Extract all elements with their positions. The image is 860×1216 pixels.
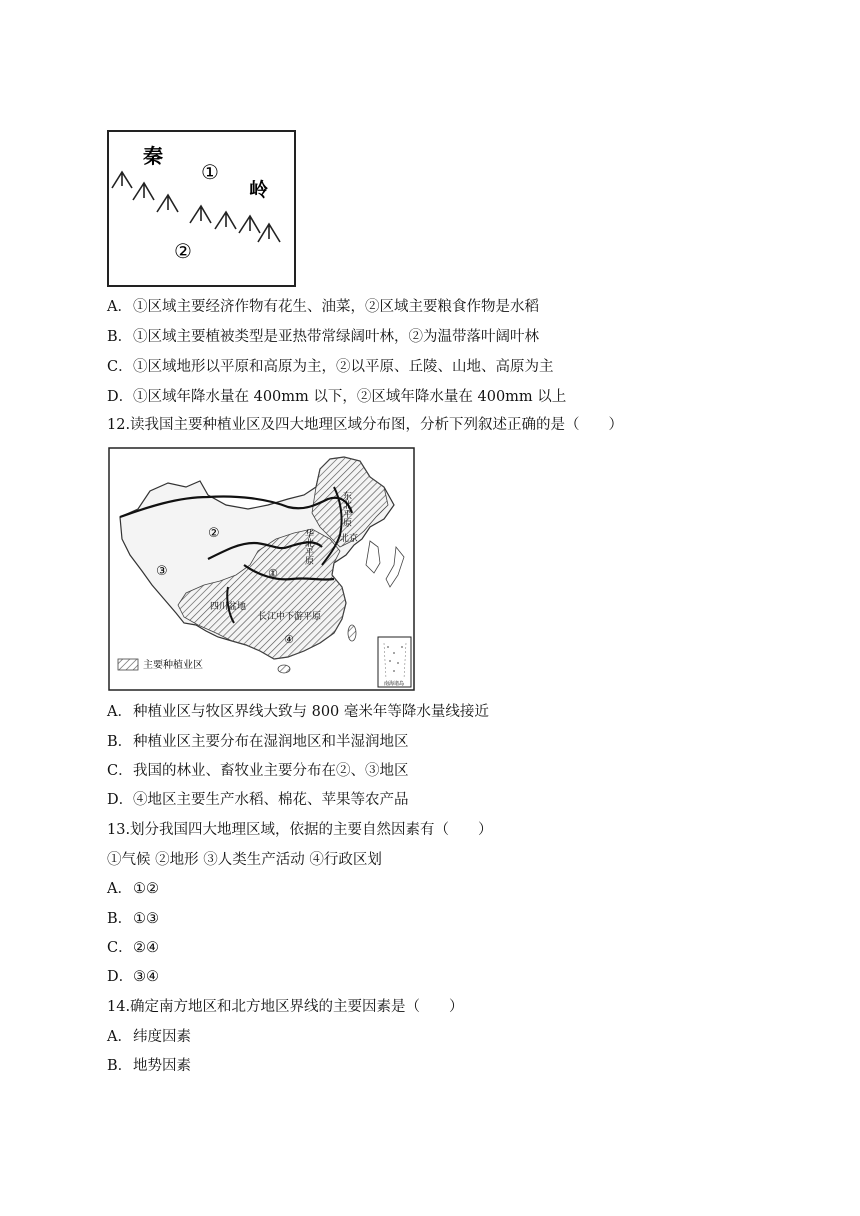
inset-label: 南海诸岛 xyxy=(383,681,405,687)
q12-option-c[interactable]: C．我国的林业、畜牧业主要分布在②、③地区 xyxy=(107,763,409,779)
q14-option-a[interactable]: A．纬度因素 xyxy=(107,1029,191,1045)
legend-swatch xyxy=(118,659,138,670)
q13-option-d[interactable]: D．③④ xyxy=(107,969,159,985)
qinling-figure xyxy=(107,130,296,287)
q12-option-d[interactable]: D．④地区主要生产水稻、棉花、苹果等农产品 xyxy=(107,792,409,808)
q13-option-b[interactable]: B．①③ xyxy=(107,911,159,927)
q11-option-a[interactable]: A．①区域主要经济作物有花生、油菜，②区域主要粮食作物是水稻 xyxy=(107,299,539,315)
q13-option-a[interactable]: A．①② xyxy=(107,881,159,897)
q11-option-d[interactable]: D．①区域年降水量在 400mm 以下，②区域年降水量在 400mm 以上 xyxy=(107,389,567,405)
q11-option-c[interactable]: C．①区域地形以平原和高原为主，②以平原、丘陵、山地、高原为主 xyxy=(107,359,554,375)
label-region-4: ④ xyxy=(284,633,294,646)
q13-option-c[interactable]: C．②④ xyxy=(107,940,159,956)
q11-option-b[interactable]: B．①区域主要植被类型是亚热带常绿阔叶林，②为温带落叶阔叶林 xyxy=(107,329,539,345)
label-ling: 岭 xyxy=(249,179,269,201)
label-region-1: ① xyxy=(268,567,278,580)
china-map-figure xyxy=(108,447,415,691)
taiwan-island xyxy=(348,625,356,641)
label-region-2: ② xyxy=(174,239,192,263)
label-changjiang-plain: 长江中下游平原 xyxy=(258,612,322,622)
q13-factors: ①气候 ②地形 ③人类生产活动 ④行政区划 xyxy=(107,852,382,868)
label-region-1: ① xyxy=(201,160,219,184)
china-map xyxy=(108,447,415,691)
label-sichuan-basin: 四川盆地 xyxy=(210,602,247,612)
label-beijing: 北京 xyxy=(340,534,359,544)
label-region-3: ③ xyxy=(156,564,168,579)
q12-stem: 12.读我国主要种植业区及四大地理区域分布图，分析下列叙述正确的是（ ） xyxy=(107,417,624,433)
q13-stem: 13.划分我国四大地理区域，依据的主要自然因素有（ ） xyxy=(107,822,493,838)
label-dongbei-plain: 东北平原 xyxy=(341,491,351,527)
hainan-island xyxy=(278,665,290,673)
q14-option-b[interactable]: B．地势因素 xyxy=(107,1058,191,1074)
q12-option-b[interactable]: B．种植业区主要分布在湿润地区和半湿润地区 xyxy=(107,734,409,750)
label-region-2: ② xyxy=(208,526,220,541)
q14-stem: 14.确定南方地区和北方地区界线的主要因素是（ ） xyxy=(107,999,464,1015)
qinling-sketch xyxy=(107,130,296,287)
q12-option-a[interactable]: A．种植业区与牧区界线大致与 800 毫米年等降水量线接近 xyxy=(107,704,489,720)
legend-label: 主要种植业区 xyxy=(143,660,203,671)
label-qin: 秦 xyxy=(143,144,163,168)
label-huabei-plain: 华北平原 xyxy=(303,529,313,565)
